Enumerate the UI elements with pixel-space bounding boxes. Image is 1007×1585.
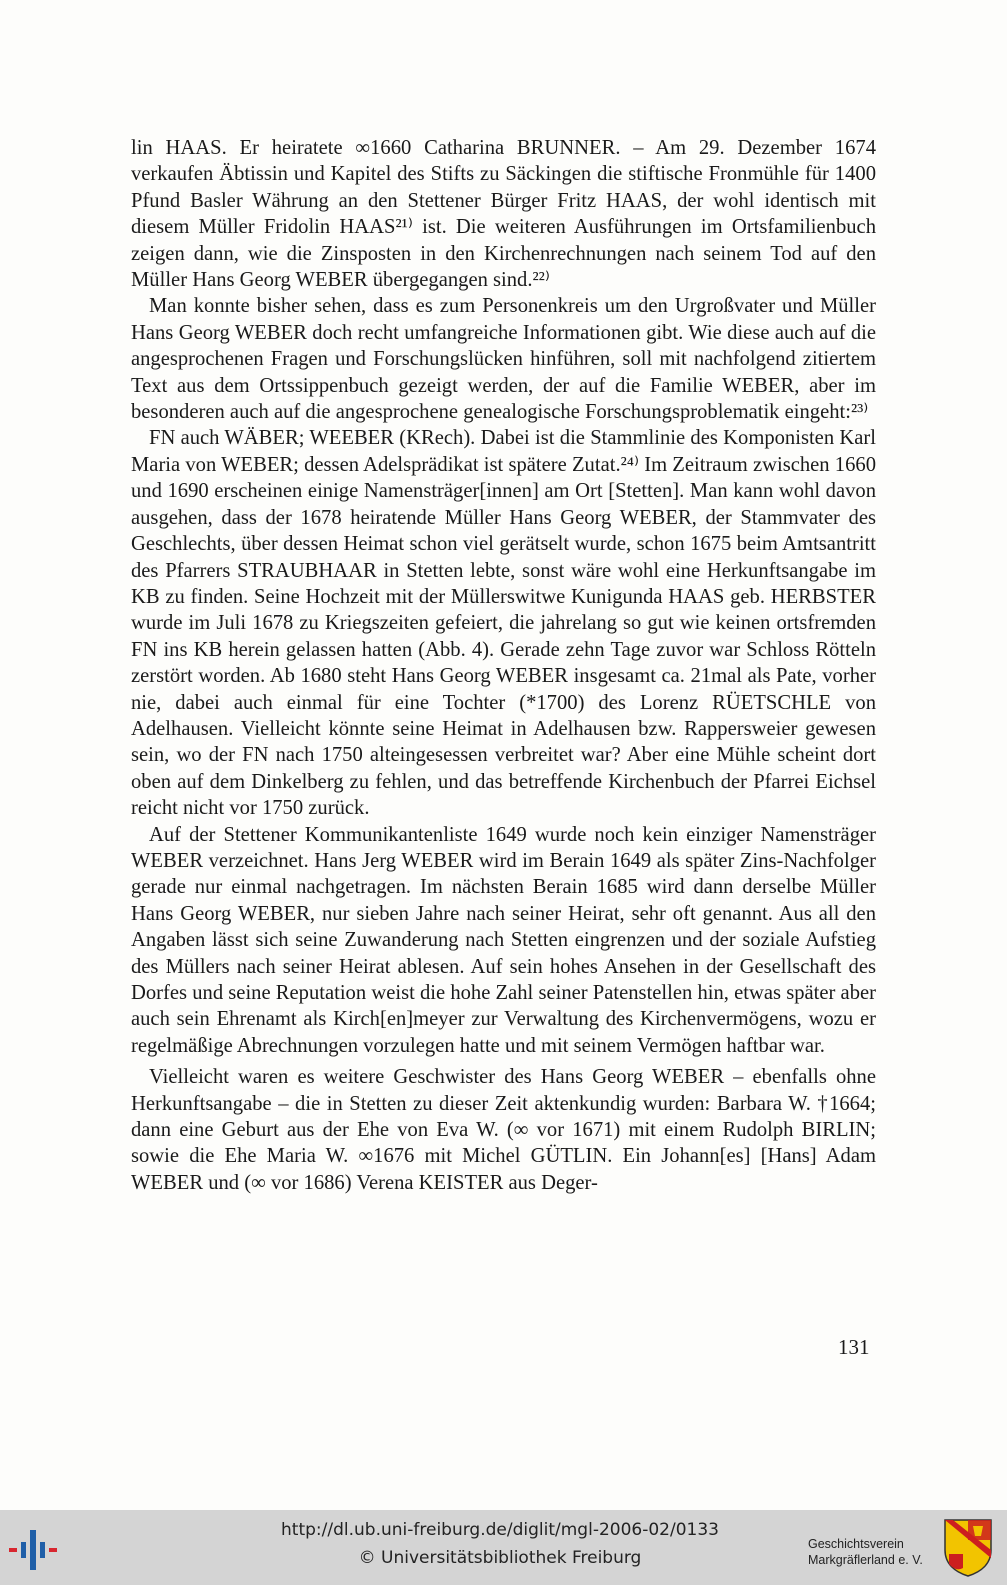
- society-name: [808, 1536, 938, 1568]
- society-line: Geschichtsverein: [808, 1537, 904, 1551]
- paragraph: Auf der Stettener Kommunikantenliste 1649 wurde noch kein einziger Namensträger WEBER verzeichnet. Hans Jerg WEBER wird im Berain 1649 als später Zins-Nachfolger gerade nur einmal nachgetragen. Im nächsten Berain 1685 wird dann derselbe Müller Hans Georg WEBER, nur sieben Jahre nach seiner Heirat, sehr oft genannt. Aus all den Angaben lässt sich seine Zuwanderung nach Stetten eingrenzen und der soziale Aufstieg des Müllers nach seiner Heirat ablesen. Auf sein hohes Ansehen in der Gesellschaft des Dorfes und seine Reputation weist die hohe Zahl seiner Patenstellen hin, etwas später aber auch sein Ehrenamt als Kirch[en]meyer zur Verwaltung des Kirchenvermögens, wozu er regelmäßige Abrechnungen vorzulegen hatte und mit seinem Vermögen haftbar war.: [131, 823, 876, 1057]
- society-line: Markgräflerland e. V.: [808, 1553, 923, 1567]
- paragraph: Vielleicht waren es weitere Geschwister des Hans Georg WEBER – ebenfalls ohne Herkunftsangabe – die in Stetten zu dieser Zeit aktenkundig wurden: Barbara W. †1664; dann eine Geburt aus der Ehe von Eva W. (∞ vor 1671) mit einem Rudolph BIRLIN; sowie die Ehe Maria W. ∞1676 mit Michel GÜTLIN. Ein Johann[es] [Hans] Adam WEBER und (∞ vor 1686) Verena KEISTER aus Deger-: [131, 1066, 876, 1194]
- copyright-notice: © Universitätsbibliothek Freiburg: [358, 1548, 642, 1568]
- page-number: 131: [838, 1335, 870, 1359]
- viewer-footer: [0, 1510, 1007, 1585]
- society-crest-icon[interactable]: [943, 1518, 993, 1578]
- paragraph: lin HAAS. Er heiratete ∞1660 Catharina BRUNNER. – Am 29. Dezember 1674 verkaufen Äbtissin und Kapitel des Stifts zu Säckingen die stiftische Fronmühle für 1400 Pfund Basler Währung an den Stettener Bürger Fritz HAAS, der wohl identisch mit diesem Müller Fridolin HAAS²¹⁾ ist. Die weiteren Ausführungen im Ortsfamilienbuch zeigen dann, wie die Zinsposten in den Kirchenrechnungen nach seinem Tod auf den Müller Hans Georg WEBER übergegangen sind.²²⁾: [131, 137, 876, 292]
- paragraph: FN auch WÄBER; WEEBER (KRech). Dabei ist die Stammlinie des Komponisten Karl Maria von WEBER; dessen Adelsprädikat ist spätere Zutat.²⁴⁾ Im Zeitraum zwischen 1660 und 1690 erscheinen einige Namensträger[innen] am Ort [Stetten]. Man kann wohl davon ausgehen, dass der 1678 heiratende Müller Hans Georg WEBER, der Stammvater des Geschlechts, über dessen Heimat schon viel gerätselt wurde, schon 1675 beim Amtsantritt des Pfarrers STRAUBHAAR in Stetten lebte, sonst wäre wohl eine Herkunftsangabe im KB zu finden. Seine Hochzeit mit der Müllerswitwe Kunigunda HAAS geb. HERBSTER wurde im Juli 1678 zu Kriegszeiten gefeiert, die jahrelang so gut wie keinen ortsfremden FN ins KB herein gelassen hatten (Abb. 4). Gerade zehn Tage zuvor war Schloss Rötteln zerstört worden. Ab 1680 steht Hans Georg WEBER insgesamt ca. 21mal als Pate, vorher nie, dabei auch einmal für eine Tochter (*1700) des Lorenz RÜETSCHLE von Adelhausen. Vielleicht könnte seine Heimat in Adelhausen bzw. Rappersweier gewesen sein, wo der FN nach 1750 alteingesessen verbreitet war? Aber eine Mühle scheint dort oben auf dem Dinkelberg zu fehlen, und das betreffende Kirchenbuch der Pfarrei Eichsel reicht nicht vor 1750 zurück.: [131, 427, 876, 820]
- document-url[interactable]: http://dl.ub.uni-freiburg.de/diglit/mgl-2006-02/0133: [281, 1520, 719, 1540]
- paragraph: Man konnte bisher sehen, dass es zum Personenkreis um den Urgroßvater und Müller Hans Georg WEBER doch recht umfangreiche Informationen gibt. Wie diese auch auf die angesprochenen Fragen und Forschungslücken hinführen, soll mit nachfolgend zitiertem Text aus dem Ortssippenbuch gezeigt werden, der auf die Familie WEBER, aber im besonderen auch auf die angesprochene genealogische Forschungsproblematik eingeht:²³⁾: [131, 295, 876, 424]
- body-text: [131, 135, 876, 1196]
- ub-freiburg-logo-icon[interactable]: [9, 1528, 65, 1572]
